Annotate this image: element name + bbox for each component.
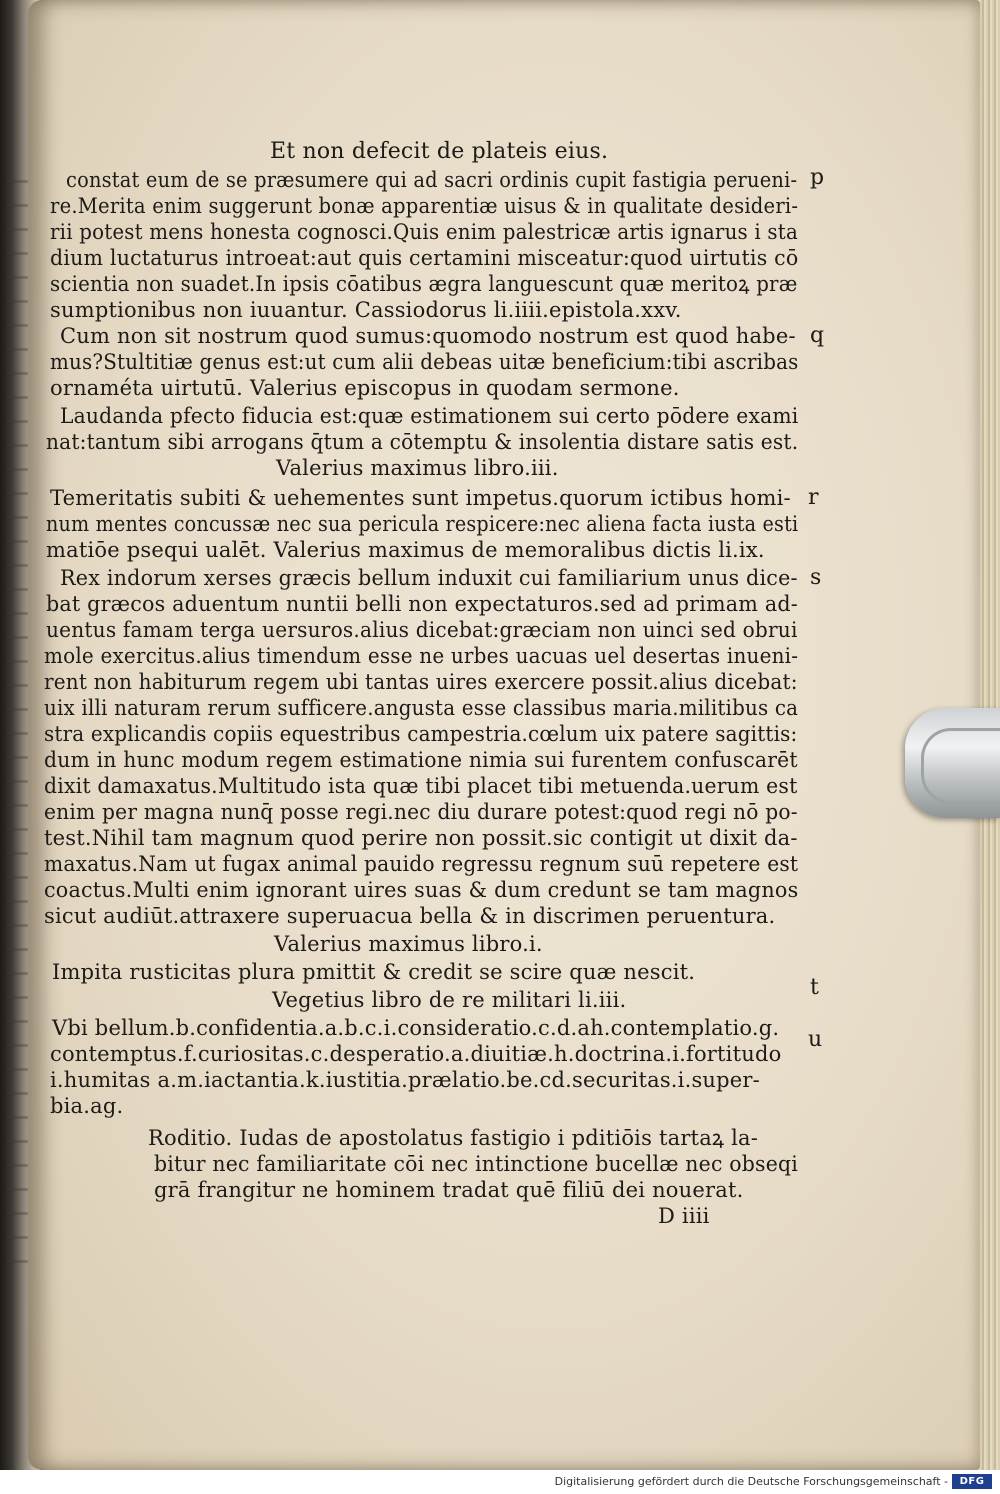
marginal-letter: r <box>808 485 819 510</box>
text-line: dum in hunc modum regem estimatione nimia sui furentem confuscarēt <box>44 748 798 772</box>
text-line: re.Merita enim suggerunt bonæ apparentiæ uisus & in qualitate desideri- <box>50 194 799 218</box>
text-line: sumptionibus non iuuantur. Cassiodorus li.iiii.epistola.xxv. <box>50 298 682 322</box>
text-line: Vegetius libro de re militari li.iii. <box>272 988 627 1012</box>
signature-mark: D iiii <box>658 1204 710 1228</box>
text-line: rent non habiturum regem ubi tantas uires exercere possit.alius dicebat: <box>44 670 798 694</box>
text-line: Valerius maximus libro.iii. <box>276 456 559 480</box>
text-line: coactus.Multi enim ignorant uires suas & dum credunt se tam magnos <box>44 878 799 902</box>
text-line: Rex indorum xerses græcis bellum induxit cui familiarium unus dice- <box>60 566 798 590</box>
footer-credit: Digitalisierung gefördert durch die Deutsche Forschungsgemeinschaft - <box>554 1475 948 1488</box>
text-line: mole exercitus.alius timendum esse ne urbes uacuas uel desertas inueni- <box>44 644 799 668</box>
text-line: uentus famam terga uersuros.alius dicebat:græciam non uinci sed obrui <box>46 618 798 642</box>
text-line: bitur nec familiaritate cōi nec intinctione bucellæ nec obseqi <box>154 1152 799 1176</box>
text-line: dium luctaturus introeat:aut quis certamini misceatur:quod uirtutis cō <box>50 246 799 270</box>
text-line: bia.ag. <box>50 1094 124 1118</box>
text-line: enim per magna nunq̄ posse regi.nec diu durare potest:quod regi nō po- <box>44 800 798 824</box>
text-line: ornaméta uirtutū. Valerius episcopus in quodam sermone. <box>50 376 680 400</box>
text-line: contemptus.f.curiositas.c.desperatio.a.diuitiæ.h.doctrina.i.fortitudo <box>50 1042 782 1066</box>
text-line: bat græcos aduentum nuntii belli non expectaturos.sed ad primam ad- <box>46 592 798 616</box>
footer-bar <box>0 1470 1000 1494</box>
marginal-letter: q <box>810 323 825 348</box>
text-line: Temeritatis subiti & uehementes sunt impetus.quorum ictibus homi- <box>50 486 791 510</box>
text-line: nat:tantum sibi arrogans q̄tum a cōtemptu & insolentia distare satis est. <box>46 430 799 454</box>
marginal-letter: t <box>810 975 819 1000</box>
page-heading: Et non defecit de plateis eius. <box>270 139 609 164</box>
marginal-letter: p <box>810 165 825 190</box>
text-line: sicut audiūt.attraxere superuacua bella & in discrimen peruentura. <box>44 904 776 928</box>
text-line: stra explicandis copiis equestribus campestria.cœlum uix patere sagittis: <box>44 722 798 746</box>
text-line: scientia non suadet.In ipsis cōatibus ægra languescunt quæ meritoꝝ præ <box>50 272 798 296</box>
marginal-letter: s <box>810 565 822 590</box>
dfg-logo: DFG <box>952 1474 992 1489</box>
text-line: Impita rusticitas plura pmittit & credit se scire quæ nescit. <box>52 960 696 984</box>
text-line: uix illi naturam rerum sufficere.angusta esse classibus maria.militibus ca <box>44 696 799 720</box>
text-line: Cum non sit nostrum quod sumus:quomodo nostrum est quod habe- <box>60 324 796 348</box>
text-line: maxatus.Nam ut fugax animal pauido regressu regnum suū repetere est <box>44 852 799 876</box>
text-line: num mentes concussæ nec sua pericula respicere:nec aliena facta iusta esti <box>46 512 799 536</box>
text-line: constat eum de se præsumere qui ad sacri ordinis cupit fastigia perueni- <box>66 168 798 192</box>
text-line: mus?Stultitiæ genus est:ut cum alii debeas uitæ beneficium:tibi ascribas <box>50 350 799 374</box>
text-line: test.Nihil tam magnum quod perire non possit.sic contigit ut dixit da- <box>44 826 798 850</box>
paper-clip-loop <box>921 728 1000 804</box>
text-line: rii potest mens honesta cognosci.Quis enim palestricæ artis ignarus i sta <box>50 220 798 244</box>
text-line: matiōe psequi ualēt. Valerius maximus de memoralibus dictis li.ix. <box>46 538 765 562</box>
text-line: dixit damaxatus.Multitudo ista quæ tibi placet tibi metuenda.uerum est <box>44 774 798 798</box>
text-line: Laudanda pfecto fiducia est:quæ estimationem sui certo pōdere exami <box>60 404 799 428</box>
text-line: Roditio. Iudas de apostolatus fastigio i pditiōis tartaꝝ la- <box>148 1126 759 1150</box>
text-line: grā frangitur ne hominem tradat quē filiū dei nouerat. <box>154 1178 744 1202</box>
text-line: i.humitas a.m.iactantia.k.iustitia.prælatio.be.cd.securitas.i.super- <box>50 1068 760 1092</box>
marginal-letter: u <box>808 1027 823 1052</box>
book-page <box>28 0 980 1470</box>
text-line: Vbi bellum.b.confidentia.a.b.c.i.consideratio.c.d.ah.contemplatio.g. <box>52 1016 780 1040</box>
paper-clip <box>905 708 1000 818</box>
text-line: Valerius maximus libro.i. <box>274 932 543 956</box>
